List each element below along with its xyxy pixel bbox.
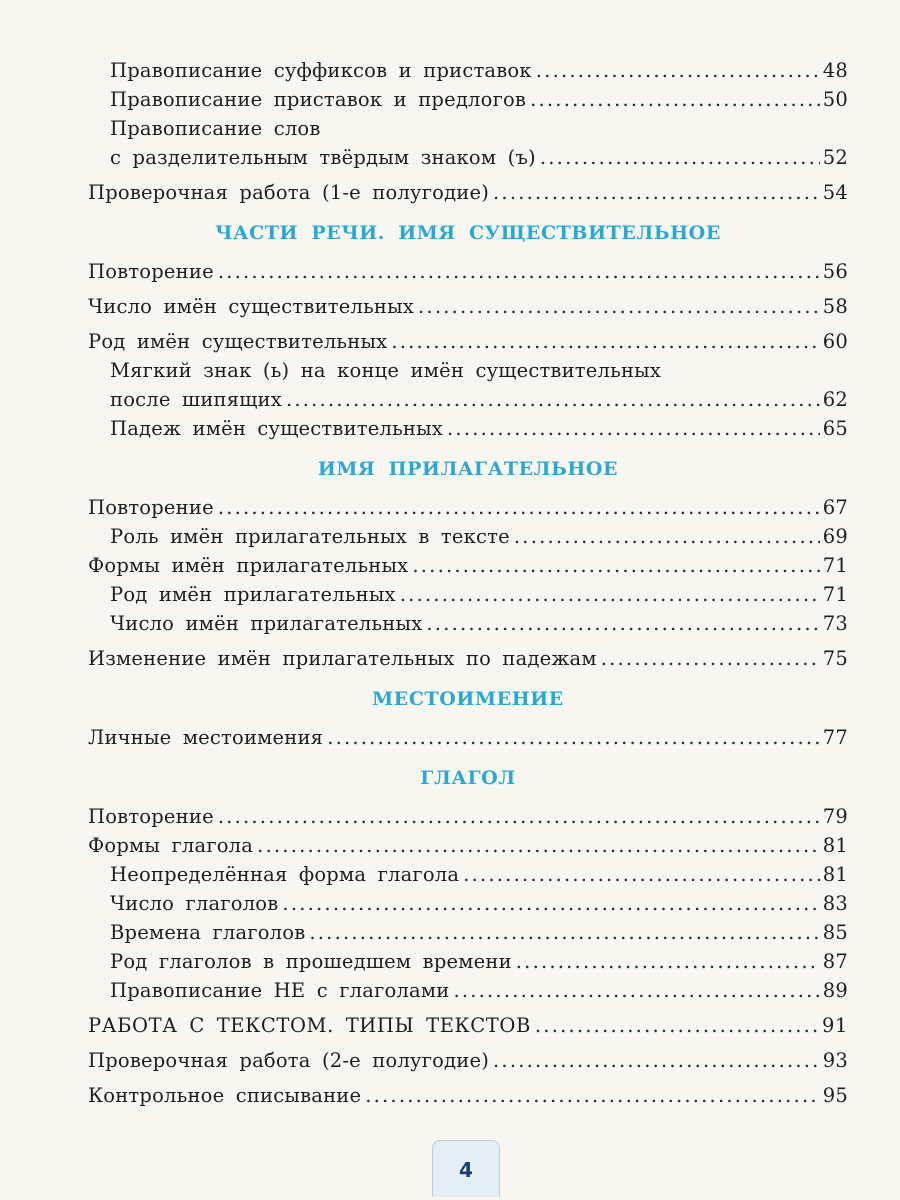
toc-entry-page: 85 [822, 921, 848, 944]
toc-entry [88, 580, 848, 609]
toc-entry-page: 89 [822, 979, 848, 1002]
toc-entry-title: Правописание приставок и предлогов [110, 88, 527, 111]
toc-entry-title: Неопределённая форма глагола [110, 863, 460, 886]
toc-entry [88, 644, 848, 673]
toc-entry [88, 831, 848, 860]
toc-dot-leader [400, 580, 820, 609]
toc-entry-page: 71 [822, 583, 848, 606]
toc-entry-title: РАБОТА С ТЕКСТОМ. ТИПЫ ТЕКСТОВ [88, 1014, 531, 1037]
toc-entry-page: 83 [822, 892, 848, 915]
toc-entry-page: 79 [822, 805, 848, 828]
toc-entry [88, 976, 848, 1005]
toc-entry [88, 385, 848, 414]
toc-entry-title: Изменение имён прилагательных по падежам [88, 647, 597, 670]
toc-entry-title: Правописание НЕ с глаголами [110, 979, 450, 1002]
section-heading-verb: ГЛАГОЛ [420, 767, 516, 789]
toc-dot-leader [309, 918, 820, 947]
section-heading-noun: ЧАСТИ РЕЧИ. ИМЯ СУЩЕСТВИТЕЛЬНОЕ [215, 222, 721, 244]
toc-entry [88, 56, 848, 85]
toc-entry [88, 257, 848, 286]
toc-dot-leader [535, 1011, 820, 1040]
toc-entry-page: 69 [822, 525, 848, 548]
toc-entry-title: Контрольное списывание [88, 1084, 362, 1107]
toc-entry [88, 178, 848, 207]
toc-entry-title: Род глаголов в прошедшем времени [110, 950, 512, 973]
toc-entry-page: 77 [822, 726, 848, 749]
toc-dot-leader [412, 551, 820, 580]
toc-entry-page: 60 [822, 330, 848, 353]
toc-dot-leader [365, 1081, 820, 1110]
toc-entry [88, 414, 848, 443]
toc-dot-leader [426, 609, 820, 638]
toc-entry-page: 73 [822, 612, 848, 635]
toc-dot-leader [418, 292, 820, 321]
toc-entry-page: 65 [822, 417, 848, 440]
toc-entry [88, 292, 848, 321]
toc-entry-title: Личные местоимения [88, 726, 324, 749]
toc-entry-title: Повторение [88, 496, 214, 519]
toc-entry [88, 1046, 848, 1075]
page-number: 4 [432, 1140, 500, 1197]
toc-entry-title-line1: Правописание слов [110, 117, 321, 140]
toc-entry [88, 918, 848, 947]
toc-entry [88, 1081, 848, 1110]
toc-entry-page: 95 [822, 1084, 848, 1107]
toc-dot-leader [493, 1046, 820, 1075]
toc-entry-title: Времена глаголов [110, 921, 306, 944]
toc-entry-title: Проверочная работа (2-е полугодие) [88, 1049, 490, 1072]
toc-entry-page: 58 [822, 295, 848, 318]
toc-entry-page: 81 [822, 834, 848, 857]
toc-entry [88, 860, 848, 889]
toc-dot-leader [463, 860, 820, 889]
toc-entry-title: Число имён прилагательных [110, 612, 423, 635]
toc-entry [88, 143, 848, 172]
toc-entry [88, 551, 848, 580]
toc-dot-leader [493, 178, 820, 207]
toc-entry-page: 67 [822, 496, 848, 519]
toc-entry [88, 493, 848, 522]
toc-entry [88, 1011, 848, 1040]
toc-dot-leader [536, 56, 820, 85]
section-heading-pronoun: МЕСТОИМЕНИЕ [372, 688, 564, 710]
toc-dot-leader [257, 831, 820, 860]
toc-entry [88, 609, 848, 638]
toc-entry [88, 85, 848, 114]
toc-entry-page: 93 [822, 1049, 848, 1072]
toc-dot-leader [218, 493, 820, 522]
toc-dot-leader [218, 802, 820, 831]
toc-entry-title: Формы имён прилагательных [88, 554, 409, 577]
toc-entry [88, 889, 848, 918]
table-of-contents [88, 56, 848, 1110]
toc-entry-title: Род имён прилагательных [110, 583, 396, 606]
toc-dot-leader [327, 723, 820, 752]
toc-entry [88, 802, 848, 831]
toc-entry-page: 81 [822, 863, 848, 886]
toc-entry-page: 50 [822, 88, 848, 111]
toc-dot-leader [514, 522, 820, 551]
toc-entry-title: Число имён существительных [88, 295, 415, 318]
toc-dot-leader [601, 644, 820, 673]
toc-entry-page: 87 [822, 950, 848, 973]
toc-entry-title: Правописание суффиксов и приставок [110, 59, 532, 82]
toc-entry [88, 947, 848, 976]
toc-dot-leader [218, 257, 820, 286]
toc-entry-page: 62 [822, 388, 848, 411]
toc-dot-leader [282, 889, 820, 918]
toc-entry-page: 71 [822, 554, 848, 577]
toc-entry [88, 522, 848, 551]
toc-entry-page: 75 [822, 647, 848, 670]
toc-entry-title: Проверочная работа (1-е полугодие) [88, 181, 490, 204]
toc-entry-title: Роль имён прилагательных в тексте [110, 525, 510, 548]
section-heading-adjective: ИМЯ ПРИЛАГАТЕЛЬНОЕ [317, 458, 619, 480]
toc-entry-title-line1: Мягкий знак (ь) на конце имён существительных [110, 359, 662, 382]
toc-entry-title: Повторение [88, 260, 214, 283]
toc-dot-leader [516, 947, 820, 976]
toc-entry-page: 56 [822, 260, 848, 283]
toc-dot-leader [540, 143, 820, 172]
toc-entry-title: после шипящих [110, 388, 282, 411]
toc-dot-leader [530, 85, 820, 114]
toc-entry-title: Род имён существительных [88, 330, 388, 353]
toc-dot-leader [453, 976, 820, 1005]
toc-entry-title: Число глаголов [110, 892, 279, 915]
toc-entry-title: Формы глагола [88, 834, 254, 857]
toc-entry-title: Повторение [88, 805, 214, 828]
toc-entry-page: 91 [821, 1014, 848, 1037]
toc-dot-leader [391, 327, 820, 356]
toc-entry-page: 48 [822, 59, 848, 82]
toc-entry [88, 327, 848, 356]
toc-entry [88, 723, 848, 752]
toc-entry-page: 54 [822, 181, 848, 204]
toc-entry-page: 52 [822, 146, 848, 169]
toc-dot-leader [447, 414, 820, 443]
toc-entry-title: Падеж имён существительных [110, 417, 444, 440]
toc-dot-leader [286, 385, 820, 414]
toc-entry-title: с разделительным твёрдым знаком (ъ) [110, 146, 536, 169]
